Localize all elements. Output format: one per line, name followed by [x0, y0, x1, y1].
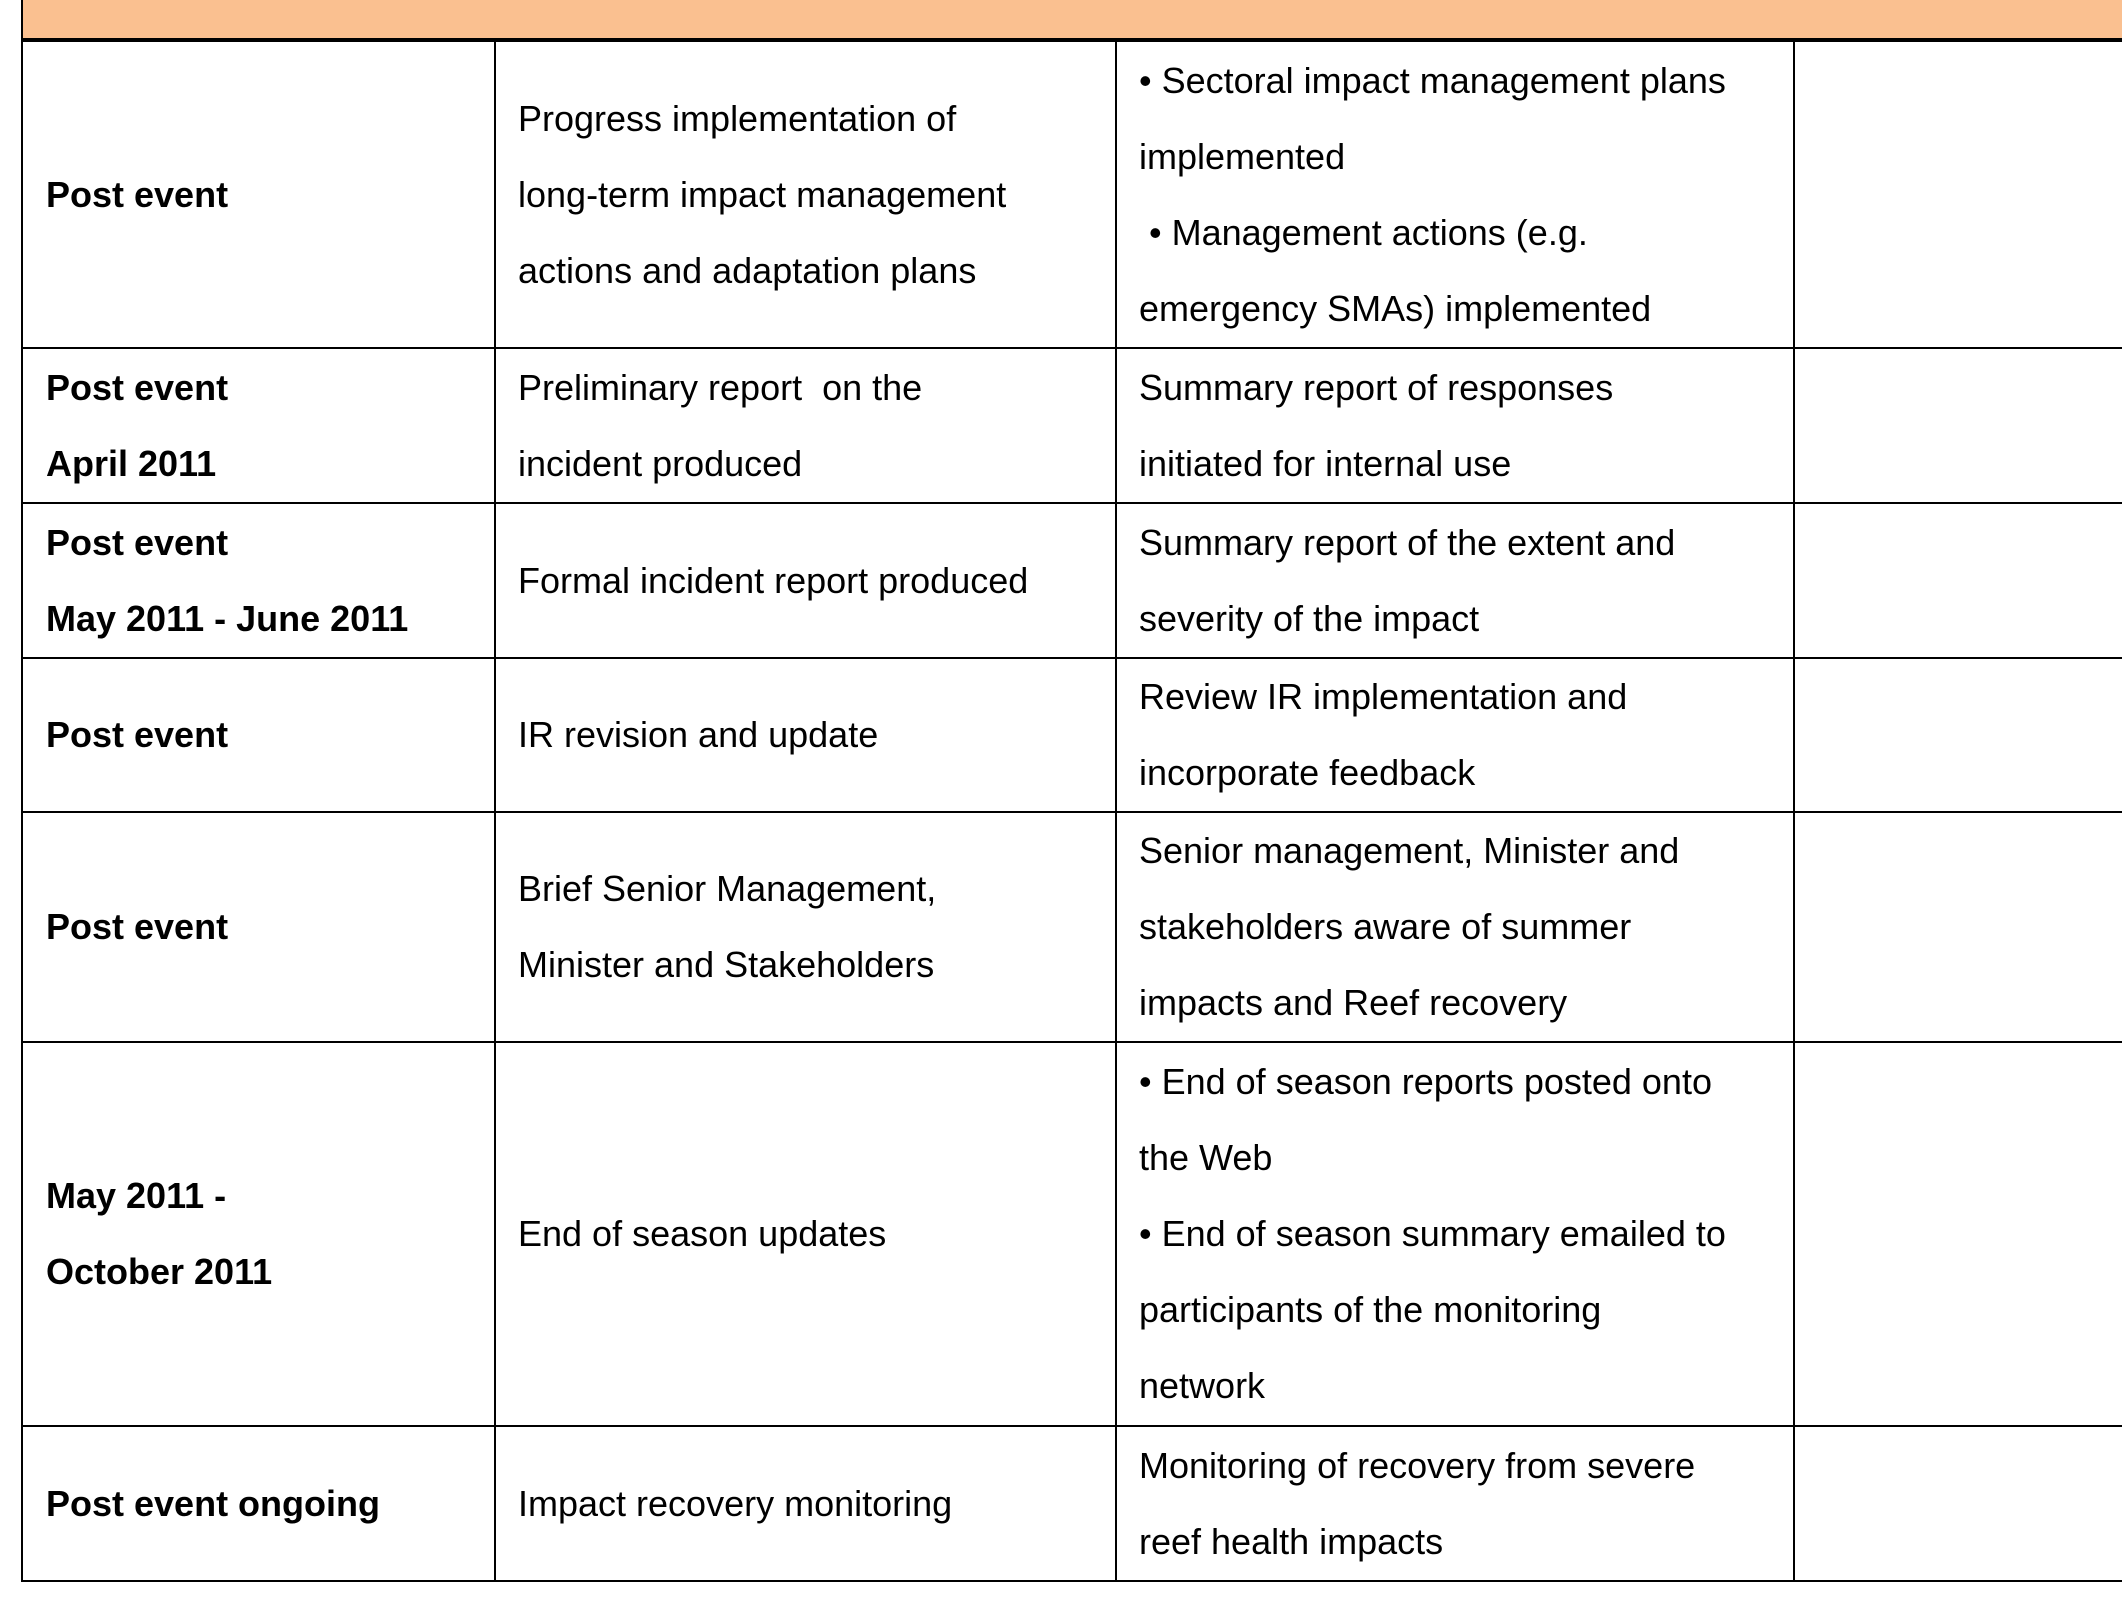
timing-line: Post event — [46, 521, 229, 563]
timing-cell — [22, 812, 495, 1042]
timing-cell — [22, 1042, 495, 1426]
output-line: Summary report of responses — [1139, 366, 1614, 408]
action-line: actions and adaptation plans — [518, 249, 977, 291]
timing-cell — [22, 348, 495, 503]
table-header-band — [21, 0, 2122, 40]
table-row — [22, 1426, 2122, 1581]
output-cell — [1116, 812, 1794, 1042]
timing-cell — [22, 1426, 495, 1581]
output-line: stakeholders aware of summer — [1139, 906, 1632, 947]
output-line: implemented — [1139, 135, 1346, 177]
output-line: emergency SMAs) implemented — [1139, 287, 1652, 329]
action-line: Progress implementation of — [518, 97, 957, 139]
action-line: Minister and Stakeholders — [518, 944, 935, 985]
table-row — [22, 503, 2122, 658]
output-cell — [1116, 1426, 1794, 1581]
empty-cell — [1794, 1426, 2122, 1581]
output-line: • Sectoral impact management plans — [1139, 59, 1726, 101]
output-line: • Management actions (e.g. — [1139, 211, 1588, 253]
action-line: IR revision and update — [518, 714, 879, 755]
output-cell — [1116, 348, 1794, 503]
action-cell — [495, 348, 1116, 503]
timing-line: April 2011 — [46, 442, 217, 484]
empty-cell — [1794, 658, 2122, 812]
timing-cell — [22, 658, 495, 812]
action-line: Impact recovery monitoring — [518, 1482, 953, 1524]
output-cell — [1116, 503, 1794, 658]
timing-line: Post event — [46, 366, 229, 408]
timing-line: Post event — [46, 714, 229, 755]
output-line: network — [1139, 1365, 1266, 1406]
output-line: incorporate feedback — [1139, 752, 1476, 793]
timing-cell — [22, 503, 495, 658]
output-line: • End of season summary emailed to — [1139, 1213, 1726, 1254]
output-line: Senior management, Minister and — [1139, 830, 1680, 871]
table-row — [22, 658, 2122, 812]
empty-cell — [1794, 348, 2122, 503]
output-line: initiated for internal use — [1139, 442, 1512, 484]
timing-line: October 2011 — [46, 1251, 273, 1292]
output-line: Monitoring of recovery from severe — [1139, 1444, 1696, 1486]
schedule-table — [21, 40, 2122, 1582]
output-line: participants of the monitoring — [1139, 1289, 1602, 1330]
action-line: Preliminary report on the — [518, 366, 923, 408]
output-cell — [1116, 658, 1794, 812]
timing-line: Post event — [46, 906, 229, 947]
table-row — [22, 41, 2122, 348]
action-line: End of season updates — [518, 1213, 887, 1254]
timing-line: Post event ongoing — [46, 1482, 381, 1524]
timing-cell — [22, 41, 495, 348]
output-line: impacts and Reef recovery — [1139, 982, 1568, 1023]
timing-line: May 2011 - June 2011 — [46, 597, 409, 639]
action-line: Brief Senior Management, — [518, 868, 937, 909]
action-line: long-term impact management — [518, 173, 1007, 215]
output-line: the Web — [1139, 1137, 1273, 1178]
action-cell — [495, 658, 1116, 812]
output-cell — [1116, 41, 1794, 348]
action-cell — [495, 41, 1116, 348]
action-cell — [495, 812, 1116, 1042]
timing-line: May 2011 - — [46, 1175, 227, 1216]
output-cell — [1116, 1042, 1794, 1426]
empty-cell — [1794, 1042, 2122, 1426]
action-line: Formal incident report produced — [518, 559, 1029, 601]
output-line: • End of season reports posted onto — [1139, 1061, 1712, 1102]
table-row — [22, 348, 2122, 503]
output-line: severity of the impact — [1139, 597, 1480, 639]
action-cell — [495, 1042, 1116, 1426]
action-cell — [495, 1426, 1116, 1581]
table-row — [22, 812, 2122, 1042]
empty-cell — [1794, 503, 2122, 658]
schedule-table-body — [22, 41, 2122, 1581]
empty-cell — [1794, 41, 2122, 348]
output-line: Summary report of the extent and — [1139, 521, 1676, 563]
output-line: reef health impacts — [1139, 1520, 1444, 1562]
timing-line: Post event — [46, 173, 229, 215]
action-cell — [495, 503, 1116, 658]
empty-cell — [1794, 812, 2122, 1042]
output-line: Review IR implementation and — [1139, 676, 1628, 717]
table-row — [22, 1042, 2122, 1426]
action-line: incident produced — [518, 442, 803, 484]
